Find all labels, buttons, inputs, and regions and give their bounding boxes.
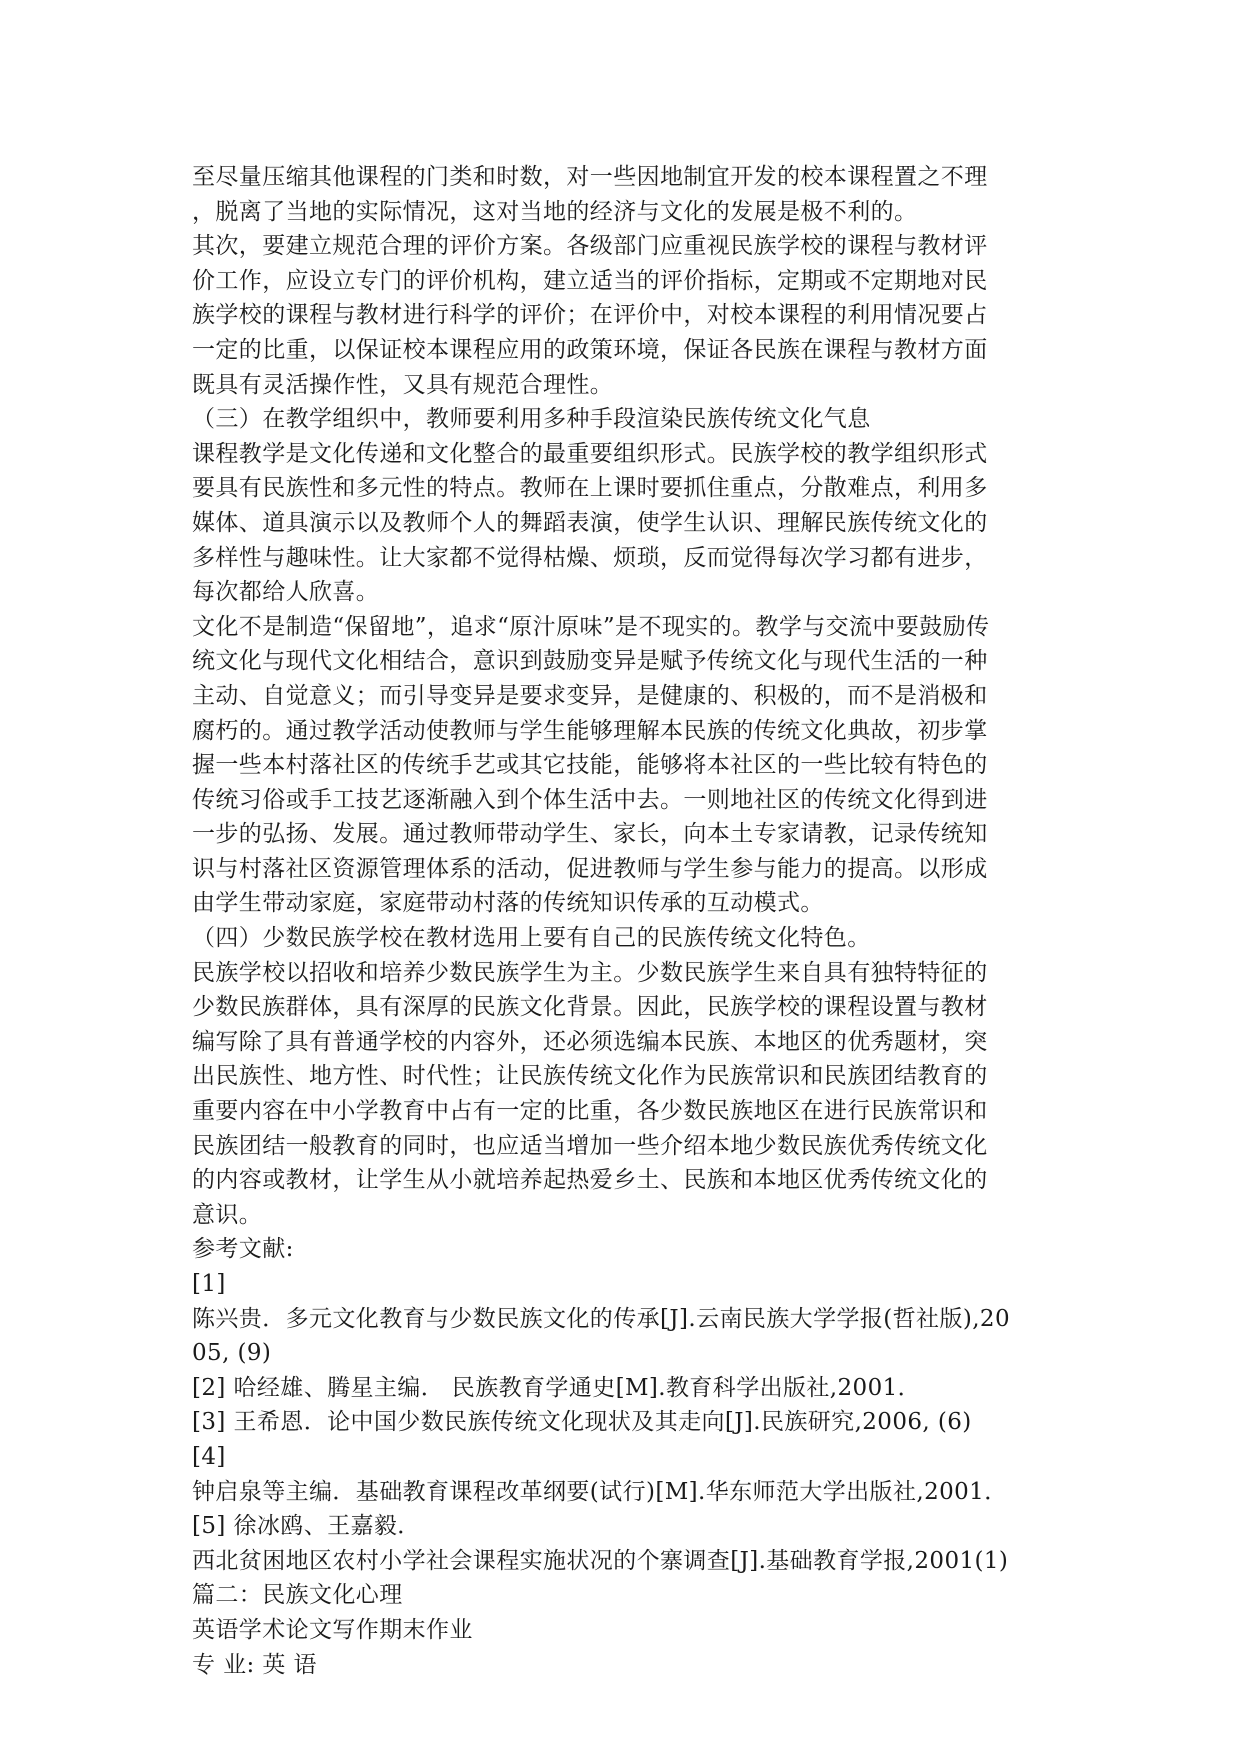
text-line: 主动、自觉意义；而引导变异是要求变异，是健康的、积极的，而不是消极和: [192, 682, 988, 709]
reference-line: [4]: [192, 1443, 226, 1470]
text-line: 既具有灵活操作性，又具有规范合理性。: [192, 371, 614, 398]
text-line: 一步的弘扬、发展。通过教师带动学生、家长，向本土专家请教，记录传统知: [192, 821, 988, 848]
references-heading: 参考文献:: [192, 1236, 294, 1263]
assignment-title: 英语学术论文写作期末作业: [192, 1616, 473, 1643]
text-line: 多样性与趣味性。让大家都不觉得枯燥、烦琐，反而觉得每次学习都有进步，: [192, 544, 988, 571]
text-line: 民族团结一般教育的同时，也应适当增加一些介绍本地少数民族优秀传统文化: [192, 1132, 988, 1159]
text-line: 媒体、道具演示以及教师个人的舞蹈表演，使学生认识、理解民族传统文化的: [192, 509, 988, 536]
text-line: 的内容或教材，让学生从小就培养起热爱乡土、民族和本地区优秀传统文化的: [192, 1167, 988, 1194]
text-line: 少数民族群体，具有深厚的民族文化背景。因此，民族学校的课程设置与教材: [192, 994, 988, 1021]
text-line: 其次，要建立规范合理的评价方案。各级部门应重视民族学校的课程与教材评: [192, 233, 988, 260]
text-line: 传统习俗或手工技艺逐渐融入到个体生活中去。一则地社区的传统文化得到进: [192, 786, 988, 813]
reference-line: 陈兴贵．多元文化教育与少数民族文化的传承[J].云南民族大学学报(哲社版),20: [192, 1305, 1011, 1332]
section-heading: （四）少数民族学校在教材选用上要有自己的民族传统文化特色。: [192, 925, 871, 952]
text-line: 出民族性、地方性、时代性；让民族传统文化作为民族常识和民族团结教育的: [192, 1063, 988, 1090]
text-line: 统文化与现代文化相结合，意识到鼓励变异是赋予传统文化与现代生活的一种: [192, 648, 988, 675]
text-line: 每次都给人欣喜。: [192, 579, 380, 606]
text-line: 一定的比重，以保证校本课程应用的政策环境，保证各民族在课程与教材方面: [192, 336, 988, 363]
text-line: 课程教学是文化传递和文化整合的最重要组织形式。民族学校的教学组织形式: [192, 440, 988, 467]
text-line: 识与村落社区资源管理体系的活动，促进教师与学生参与能力的提高。以形成: [192, 855, 988, 882]
reference-line: [2] 哈经雄、腾星主编． 民族教育学通史[M].教育科学出版社,2001．: [192, 1374, 922, 1401]
reference-line: 钟启泉等主编．基础教育课程改革纲要(试行)[M].华东师范大学出版社,2001．: [192, 1478, 1008, 1505]
reference-line: [5] 徐冰鸥、王嘉毅．: [192, 1513, 421, 1540]
text-line: 意识。: [192, 1201, 263, 1228]
reference-line: [1]: [192, 1271, 226, 1297]
text-line: 重要内容在中小学教育中占有一定的比重，各少数民族地区在进行民族常识和: [192, 1098, 988, 1125]
section-heading: （三）在教学组织中，教师要利用多种手段渲染民族传统文化气息: [192, 406, 871, 433]
reference-line: 05, (9): [192, 1340, 272, 1367]
reference-line: 西北贫困地区农村小学社会课程实施状况的个寨调查[J].基础教育学报,2001(1): [192, 1547, 1009, 1574]
text-line: 族学校的课程与教材进行科学的评价；在评价中，对校本课程的利用情况要占: [192, 302, 988, 329]
text-line: ，脱离了当地的实际情况，这对当地的经济与文化的发展是极不利的。: [192, 198, 918, 225]
chapter-heading: 篇二：民族文化心理: [192, 1582, 403, 1609]
text-line: 民族学校以招收和培养少数民族学生为主。少数民族学生来自具有独特特征的: [192, 959, 988, 986]
text-line: 腐朽的。通过教学活动使教师与学生能够理解本民族的传统文化典故，初步掌: [192, 717, 988, 744]
text-line: 握一些本村落社区的传统手艺或其它技能，能够将本社区的一些比较有特色的: [192, 752, 988, 779]
major-line: 专 业: 英 语: [192, 1651, 317, 1678]
text-line: 文化不是制造“保留地”，追求“原汁原味”是不现实的。教学与交流中要鼓励传: [192, 613, 990, 640]
text-line: 编写除了具有普通学校的内容外，还必须选编本民族、本地区的优秀题材，突: [192, 1028, 988, 1055]
text-line: 要具有民族性和多元性的特点。教师在上课时要抓住重点，分散难点，利用多: [192, 475, 988, 502]
text-line: 价工作，应设立专门的评价机构，建立适当的评价指标，定期或不定期地对民: [192, 267, 988, 294]
text-line: 至尽量压缩其他课程的门类和时数，对一些因地制宜开发的校本课程置之不理: [192, 164, 988, 190]
reference-line: [3] 王希恩．论中国少数民族传统文化现状及其走向[J].民族研究,2006, (6): [192, 1409, 972, 1436]
text-line: 由学生带动家庭，家庭带动村落的传统知识传承的互动模式。: [192, 890, 824, 917]
document-body: [192, 160, 1062, 1682]
